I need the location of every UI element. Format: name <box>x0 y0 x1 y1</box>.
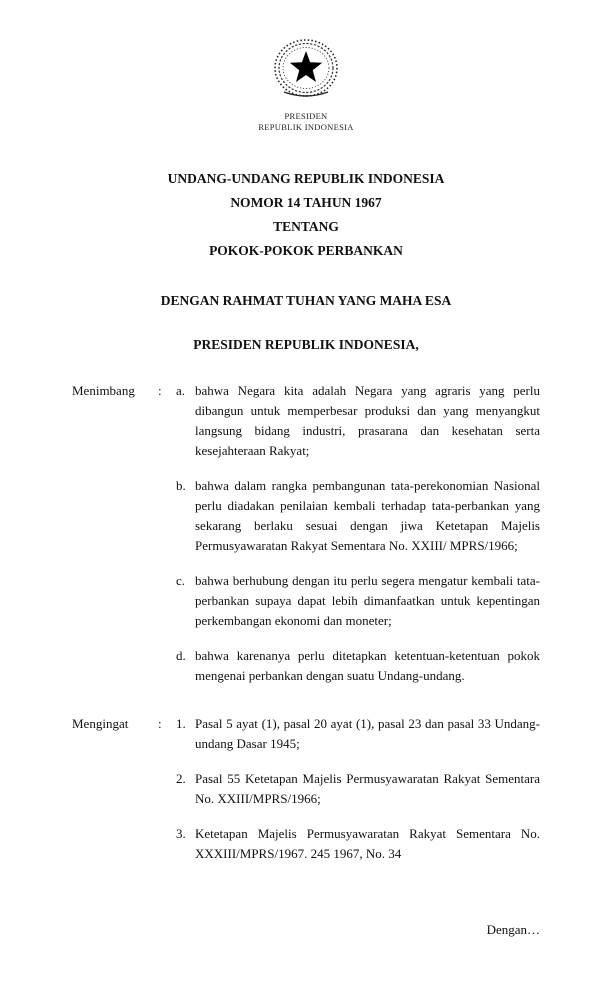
clause-items-mengingat <box>176 714 540 864</box>
item-text: bahwa dalam rangka pembangunan tata-perekonomian Nasional perlu diadakan penilaian kembali terhadap tata-perbankan yang sekarang berlaku sesuai dengan jiwa Ketetapan Majelis Permusyawaratan Rakyat Sementara No. XXIII/ MPRS/1966; <box>195 478 540 553</box>
item-text: bahwa Negara kita adalah Negara yang agraris yang perlu dibangun untuk memperbesar produksi dan yang menyangkut langsung bidang industri, prasarana dan kesehatan serta kesejahteraan Rakyat; <box>195 383 540 458</box>
issuer-line: PRESIDEN REPUBLIK INDONESIA, <box>193 337 419 352</box>
document-title-block <box>72 167 540 263</box>
item-text: Ketetapan Majelis Permusyawaratan Rakyat Sementara No. XXXIII/MPRS/1967. 245 1967, No. 34 <box>195 826 540 861</box>
clause-items-menimbang <box>176 381 540 686</box>
clause-label-mengingat: Mengingat <box>72 716 129 731</box>
title-line-3: TENTANG <box>273 219 339 234</box>
item-marker: 1. <box>176 716 186 731</box>
item-text: bahwa berhubung dengan itu perlu segera mengatur kembali tata-perbankan supaya dapat lebih dimanfaatkan untuk kepentingan perkembangan ekonomi dan moneter; <box>195 573 540 628</box>
title-line-1: UNDANG-UNDANG REPUBLIK INDONESIA <box>167 171 445 186</box>
item-marker: a. <box>176 383 186 398</box>
catchword: Dengan… <box>486 922 540 937</box>
item-text: Pasal 55 Ketetapan Majelis Permusyawaratan Rakyat Sementara No. XXIII/MPRS/1966; <box>195 771 540 806</box>
invocation-line: DENGAN RAHMAT TUHAN YANG MAHA ESA <box>160 293 452 308</box>
item-marker: 3. <box>176 826 186 841</box>
item-marker: b. <box>176 478 186 493</box>
clause-colon: : <box>158 383 162 398</box>
presidential-emblem-icon <box>264 34 348 106</box>
clause-colon: : <box>158 716 162 731</box>
item-marker: 2. <box>176 771 186 786</box>
clause-label-menimbang: Menimbang <box>72 383 135 398</box>
title-line-2: NOMOR 14 TAHUN 1967 <box>230 195 382 210</box>
item-text: Pasal 5 ayat (1), pasal 20 ayat (1), pasal 23 dan pasal 33 Undang-undang Dasar 1945; <box>195 716 540 751</box>
mengingat-item-3 <box>176 824 540 864</box>
mengingat-item-1 <box>176 714 540 754</box>
mengingat-item-2 <box>176 769 540 809</box>
letterhead-line-presiden: PRESIDEN <box>284 111 328 121</box>
clause-menimbang <box>72 381 540 686</box>
item-text: bahwa karenanya perlu ditetapkan ketentuan-ketentuan pokok mengenai perbankan dengan suatu Undang-undang. <box>195 648 540 683</box>
menimbang-item-d <box>176 646 540 686</box>
menimbang-item-c <box>176 571 540 631</box>
menimbang-item-b <box>176 476 540 556</box>
item-marker: c. <box>176 573 186 588</box>
clause-mengingat <box>72 714 540 864</box>
item-marker: d. <box>176 648 186 663</box>
letterhead <box>72 34 540 133</box>
title-line-4: POKOK-POKOK PERBANKAN <box>209 243 403 258</box>
menimbang-item-a <box>176 381 540 461</box>
letterhead-line-republik: REPUBLIK INDONESIA <box>258 122 354 132</box>
